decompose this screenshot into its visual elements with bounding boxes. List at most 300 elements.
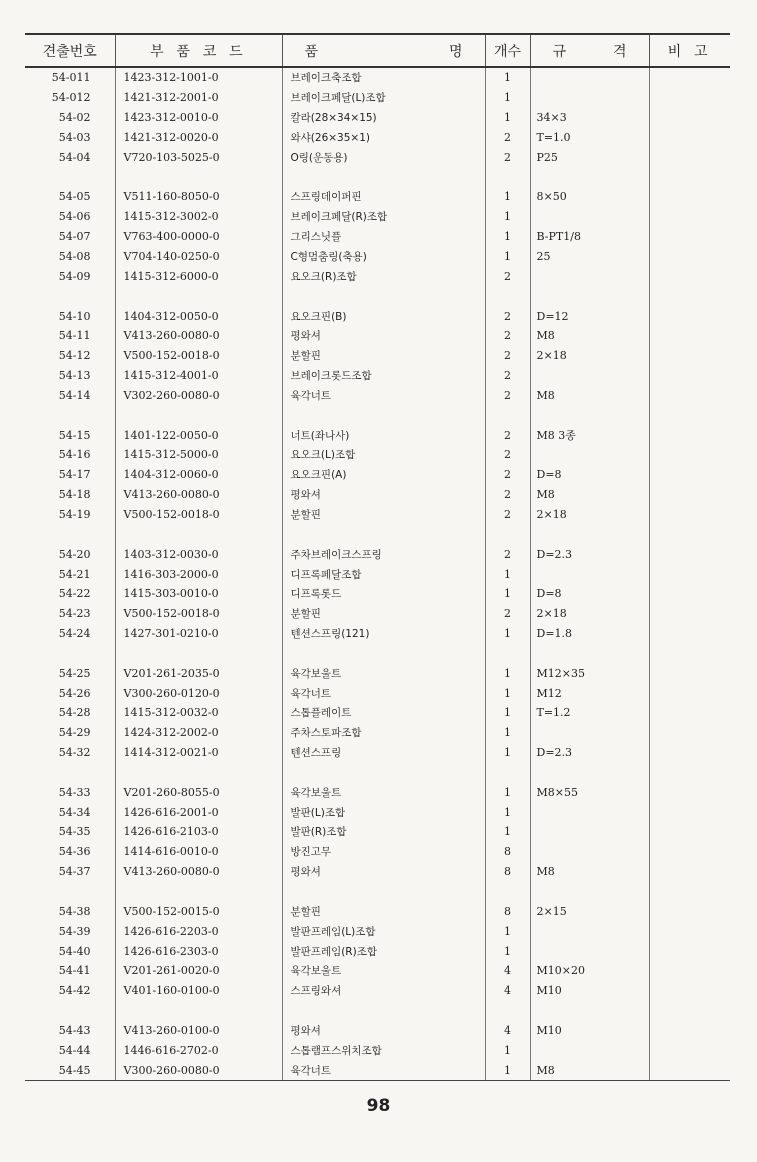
part-code-cell: 1415-303-0010-0 <box>115 584 282 604</box>
ref-no-cell: 54-21 <box>58 567 91 581</box>
spec-cell: M8 <box>530 1060 649 1080</box>
quantity-cell: 1 <box>485 663 530 683</box>
table-row <box>25 1021 730 1041</box>
header-part-name-a: 품 <box>304 43 319 60</box>
remarks-cell <box>649 266 730 286</box>
quantity-cell: 1 <box>485 584 530 604</box>
part-code-cell: 1404-312-0060-0 <box>115 465 282 485</box>
spec-cell: 34×3 <box>530 108 649 128</box>
part-name-cell: 텐션스프링(121) <box>282 624 485 644</box>
spec-cell: D=1.8 <box>530 624 649 644</box>
ref-no-cell: 54-44 <box>58 1043 91 1057</box>
quantity-cell: 2 <box>485 128 530 148</box>
part-name-cell: 너트(좌나사) <box>282 425 485 445</box>
quantity-cell: 1 <box>485 207 530 227</box>
remarks-cell <box>649 921 730 941</box>
remarks-cell <box>649 425 730 445</box>
quantity-cell <box>485 763 530 783</box>
spec-cell: 2×18 <box>530 505 649 525</box>
ref-no-cell: 54-012 <box>51 91 91 105</box>
remarks-cell <box>649 901 730 921</box>
part-name-cell: 주차스토파조합 <box>282 723 485 743</box>
quantity-cell <box>485 167 530 187</box>
remarks-cell <box>649 405 730 425</box>
part-code-cell: 1416-303-2000-0 <box>115 564 282 584</box>
quantity-cell: 1 <box>485 723 530 743</box>
remarks-cell <box>649 306 730 326</box>
remarks-cell <box>649 544 730 564</box>
parts-table <box>25 33 730 1081</box>
table-row <box>25 604 730 624</box>
part-name-cell: 스톱램프스위치조합 <box>282 1040 485 1060</box>
quantity-cell: 1 <box>485 743 530 763</box>
spec-cell: M12 <box>530 683 649 703</box>
part-code-cell <box>115 167 282 187</box>
quantity-cell: 8 <box>485 862 530 882</box>
table-row <box>25 822 730 842</box>
spec-cell: M8 <box>530 326 649 346</box>
remarks-cell <box>649 862 730 882</box>
ref-no-cell: 54-09 <box>58 269 91 283</box>
part-name-cell: 브레이크페달(L)조합 <box>282 88 485 108</box>
ref-no-cell: 54-06 <box>58 210 91 224</box>
quantity-cell <box>485 1001 530 1021</box>
spec-cell: 2×18 <box>530 604 649 624</box>
quantity-cell: 1 <box>485 227 530 247</box>
quantity-cell: 4 <box>485 961 530 981</box>
quantity-cell: 2 <box>485 485 530 505</box>
header-ref-no: 견출번호 <box>25 34 115 67</box>
table-row <box>25 128 730 148</box>
remarks-cell <box>649 67 730 88</box>
quantity-cell: 1 <box>485 703 530 723</box>
remarks-cell <box>649 286 730 306</box>
part-name-cell <box>282 763 485 783</box>
table-row <box>25 386 730 406</box>
remarks-cell <box>649 961 730 981</box>
remarks-cell <box>649 882 730 902</box>
spec-cell: M8 <box>530 386 649 406</box>
part-name-cell: 디프록페달조합 <box>282 564 485 584</box>
header-part-name <box>282 34 485 67</box>
table-row <box>25 564 730 584</box>
part-name-cell: 칼라(28×34×15) <box>282 108 485 128</box>
spec-cell: M10 <box>530 981 649 1001</box>
part-name-cell <box>282 405 485 425</box>
ref-no-cell: 54-11 <box>58 329 91 343</box>
table-row <box>25 247 730 267</box>
part-name-cell <box>282 167 485 187</box>
ref-no-cell: 54-25 <box>58 666 91 680</box>
header-spec-b: 격 <box>612 43 627 60</box>
spec-cell <box>530 802 649 822</box>
spec-cell <box>530 167 649 187</box>
spec-cell: D=12 <box>530 306 649 326</box>
remarks-cell <box>649 564 730 584</box>
remarks-cell <box>649 247 730 267</box>
quantity-cell: 1 <box>485 88 530 108</box>
part-name-cell: 분할핀 <box>282 604 485 624</box>
header-quantity: 개수 <box>485 34 530 67</box>
part-name-cell: O링(운동용) <box>282 147 485 167</box>
part-name-cell: 발판(R)조합 <box>282 822 485 842</box>
header-part-name-b: 명 <box>448 43 463 60</box>
table-row <box>25 842 730 862</box>
ref-no-cell: 54-35 <box>58 825 91 839</box>
ref-no-cell: 54-39 <box>58 924 91 938</box>
quantity-cell: 4 <box>485 981 530 1001</box>
spec-cell: D=8 <box>530 584 649 604</box>
ref-no-cell: 54-17 <box>58 468 91 482</box>
quantity-cell: 2 <box>485 505 530 525</box>
table-row <box>25 1040 730 1060</box>
quantity-cell: 2 <box>485 147 530 167</box>
quantity-cell: 1 <box>485 1060 530 1080</box>
spec-cell: M10×20 <box>530 961 649 981</box>
part-code-cell: 1415-312-5000-0 <box>115 445 282 465</box>
ref-no-cell: 54-33 <box>58 785 91 799</box>
part-name-cell: 평와셔 <box>282 1021 485 1041</box>
remarks-cell <box>649 1021 730 1041</box>
table-row <box>25 207 730 227</box>
part-code-cell: V300-260-0080-0 <box>115 1060 282 1080</box>
part-code-cell <box>115 286 282 306</box>
remarks-cell <box>649 167 730 187</box>
spec-cell: T=1.0 <box>530 128 649 148</box>
part-code-cell: 1423-312-0010-0 <box>115 108 282 128</box>
spec-cell: D=2.3 <box>530 743 649 763</box>
ref-no-cell: 54-23 <box>58 607 91 621</box>
part-name-cell: 방진고무 <box>282 842 485 862</box>
part-code-cell: 1414-312-0021-0 <box>115 743 282 763</box>
table-row <box>25 505 730 525</box>
table-row <box>25 544 730 564</box>
quantity-cell: 1 <box>485 67 530 88</box>
ref-no-cell: 54-19 <box>58 507 91 521</box>
part-name-cell: 스프링와셔 <box>282 981 485 1001</box>
quantity-cell: 2 <box>485 604 530 624</box>
table-row <box>25 147 730 167</box>
quantity-cell: 2 <box>485 266 530 286</box>
part-code-cell <box>115 643 282 663</box>
part-name-cell: 스톱플레이트 <box>282 703 485 723</box>
part-code-cell <box>115 405 282 425</box>
spec-cell <box>530 941 649 961</box>
remarks-cell <box>649 703 730 723</box>
header-spec-a: 규 <box>552 43 567 60</box>
part-code-cell: 1426-616-2103-0 <box>115 822 282 842</box>
spec-cell <box>530 723 649 743</box>
table-row <box>25 266 730 286</box>
quantity-cell: 1 <box>485 1040 530 1060</box>
part-name-cell <box>282 882 485 902</box>
ref-no-cell: 54-04 <box>58 150 91 164</box>
quantity-cell: 2 <box>485 544 530 564</box>
spec-cell: M8×55 <box>530 782 649 802</box>
quantity-cell: 1 <box>485 187 530 207</box>
remarks-cell <box>649 108 730 128</box>
table-row <box>25 366 730 386</box>
part-name-cell: 와샤(26×35×1) <box>282 128 485 148</box>
remarks-cell <box>649 763 730 783</box>
table-row <box>25 802 730 822</box>
part-name-cell: 분할핀 <box>282 346 485 366</box>
quantity-cell: 1 <box>485 941 530 961</box>
part-name-cell: C형멈춤링(축용) <box>282 247 485 267</box>
ref-no-cell: 54-32 <box>58 746 91 760</box>
ref-no-cell <box>25 643 115 663</box>
quantity-cell <box>485 405 530 425</box>
part-name-cell: 스프링데이퍼핀 <box>282 187 485 207</box>
table-row <box>25 782 730 802</box>
table-row <box>25 683 730 703</box>
part-name-cell: 브레이크페달(R)조합 <box>282 207 485 227</box>
remarks-cell <box>649 524 730 544</box>
table-row <box>25 1060 730 1080</box>
ref-no-cell: 54-13 <box>58 369 91 383</box>
table-row <box>25 187 730 207</box>
part-name-cell: 육각너트 <box>282 386 485 406</box>
part-code-cell: 1421-312-2001-0 <box>115 88 282 108</box>
spacer-row <box>25 286 730 306</box>
ref-no-cell: 54-03 <box>58 130 91 144</box>
part-code-cell: 1415-312-6000-0 <box>115 266 282 286</box>
remarks-cell <box>649 802 730 822</box>
spec-cell <box>530 207 649 227</box>
header-spec <box>530 34 649 67</box>
spec-cell <box>530 67 649 88</box>
spacer-row <box>25 167 730 187</box>
spec-cell <box>530 921 649 941</box>
quantity-cell: 2 <box>485 306 530 326</box>
table-row <box>25 227 730 247</box>
quantity-cell: 1 <box>485 247 530 267</box>
ref-no-cell: 54-22 <box>58 587 91 601</box>
part-name-cell: 디프록롯드 <box>282 584 485 604</box>
part-code-cell: 1421-312-0020-0 <box>115 128 282 148</box>
table-row <box>25 703 730 723</box>
ref-no-cell: 54-08 <box>58 250 91 264</box>
table-row <box>25 306 730 326</box>
quantity-cell <box>485 286 530 306</box>
ref-no-cell <box>25 763 115 783</box>
ref-no-cell: 54-10 <box>58 309 91 323</box>
quantity-cell <box>485 882 530 902</box>
quantity-cell: 2 <box>485 445 530 465</box>
quantity-cell <box>485 524 530 544</box>
part-code-cell: 1415-312-3002-0 <box>115 207 282 227</box>
part-code-cell: V500-152-0018-0 <box>115 604 282 624</box>
part-code-cell: 1426-616-2303-0 <box>115 941 282 961</box>
remarks-cell <box>649 604 730 624</box>
remarks-cell <box>649 941 730 961</box>
ref-no-cell: 54-29 <box>58 726 91 740</box>
part-code-cell <box>115 882 282 902</box>
ref-no-cell: 54-37 <box>58 865 91 879</box>
table-row <box>25 425 730 445</box>
remarks-cell <box>649 842 730 862</box>
part-name-cell: 평와셔 <box>282 485 485 505</box>
table-row <box>25 961 730 981</box>
spec-cell: T=1.2 <box>530 703 649 723</box>
part-name-cell: 육각보울트 <box>282 961 485 981</box>
table-row <box>25 465 730 485</box>
part-name-cell: 요오크핀(A) <box>282 465 485 485</box>
ref-no-cell <box>25 405 115 425</box>
part-name-cell: 텐션스프링 <box>282 743 485 763</box>
remarks-cell <box>649 981 730 1001</box>
part-code-cell: 1427-301-0210-0 <box>115 624 282 644</box>
ref-no-cell: 54-36 <box>58 845 91 859</box>
part-name-cell: 육각너트 <box>282 683 485 703</box>
remarks-cell <box>649 326 730 346</box>
spec-cell <box>530 564 649 584</box>
ref-no-cell: 54-011 <box>51 71 91 85</box>
quantity-cell: 2 <box>485 346 530 366</box>
ref-no-cell <box>25 882 115 902</box>
quantity-cell: 8 <box>485 901 530 921</box>
table-row <box>25 901 730 921</box>
spec-cell <box>530 445 649 465</box>
spec-cell: D=2.3 <box>530 544 649 564</box>
spec-cell <box>530 763 649 783</box>
ref-no-cell: 54-12 <box>58 349 91 363</box>
remarks-cell <box>649 505 730 525</box>
part-code-cell: 1415-312-0032-0 <box>115 703 282 723</box>
part-name-cell: 분할핀 <box>282 505 485 525</box>
table-row <box>25 346 730 366</box>
part-code-cell: 1415-312-4001-0 <box>115 366 282 386</box>
spec-cell <box>530 643 649 663</box>
ref-no-cell: 54-34 <box>58 805 91 819</box>
spec-cell: M10 <box>530 1021 649 1041</box>
ref-no-cell: 54-14 <box>58 388 91 402</box>
spec-cell: M12×35 <box>530 663 649 683</box>
part-code-cell: 1403-312-0030-0 <box>115 544 282 564</box>
part-name-cell: 발판프레임(R)조합 <box>282 941 485 961</box>
remarks-cell <box>649 584 730 604</box>
table-row <box>25 88 730 108</box>
spec-cell <box>530 882 649 902</box>
part-name-cell: 요오크(L)조합 <box>282 445 485 465</box>
ref-no-cell: 54-41 <box>58 964 91 978</box>
remarks-cell <box>649 1040 730 1060</box>
table-header-row <box>25 34 730 67</box>
table-row <box>25 445 730 465</box>
spacer-row <box>25 643 730 663</box>
table-row <box>25 485 730 505</box>
part-code-cell: V201-260-8055-0 <box>115 782 282 802</box>
remarks-cell <box>649 346 730 366</box>
quantity-cell: 8 <box>485 842 530 862</box>
spacer-row <box>25 882 730 902</box>
ref-no-cell <box>25 286 115 306</box>
quantity-cell: 1 <box>485 782 530 802</box>
quantity-cell: 1 <box>485 564 530 584</box>
table-row <box>25 941 730 961</box>
remarks-cell <box>649 207 730 227</box>
remarks-cell <box>649 822 730 842</box>
part-code-cell: 1404-312-0050-0 <box>115 306 282 326</box>
spec-cell: 25 <box>530 247 649 267</box>
part-code-cell: V302-260-0080-0 <box>115 386 282 406</box>
remarks-cell <box>649 88 730 108</box>
remarks-cell <box>649 227 730 247</box>
ref-no-cell <box>25 167 115 187</box>
remarks-cell <box>649 366 730 386</box>
remarks-cell <box>649 386 730 406</box>
quantity-cell: 2 <box>485 326 530 346</box>
table-row <box>25 743 730 763</box>
ref-no-cell: 54-38 <box>58 904 91 918</box>
quantity-cell: 2 <box>485 465 530 485</box>
part-name-cell <box>282 524 485 544</box>
remarks-cell <box>649 445 730 465</box>
ref-no-cell: 54-43 <box>58 1023 91 1037</box>
part-name-cell <box>282 286 485 306</box>
remarks-cell <box>649 723 730 743</box>
part-code-cell: V413-260-0080-0 <box>115 862 282 882</box>
remarks-cell <box>649 683 730 703</box>
part-code-cell: V413-260-0100-0 <box>115 1021 282 1041</box>
part-name-cell: 발판프레임(L)조합 <box>282 921 485 941</box>
header-remarks: 비 고 <box>649 34 730 67</box>
quantity-cell: 2 <box>485 386 530 406</box>
part-name-cell: 브레이크축조합 <box>282 67 485 88</box>
spec-cell: M8 <box>530 862 649 882</box>
part-name-cell: 육각보울트 <box>282 663 485 683</box>
part-code-cell: V511-160-8050-0 <box>115 187 282 207</box>
quantity-cell: 4 <box>485 1021 530 1041</box>
quantity-cell: 1 <box>485 802 530 822</box>
table-row <box>25 584 730 604</box>
ref-no-cell: 54-05 <box>58 190 91 204</box>
spec-cell <box>530 88 649 108</box>
table-row <box>25 862 730 882</box>
remarks-cell <box>649 187 730 207</box>
part-name-cell: 주차브레이크스프링 <box>282 544 485 564</box>
part-code-cell: V704-140-0250-0 <box>115 247 282 267</box>
header-part-code: 부 품 코 드 <box>115 34 282 67</box>
part-code-cell: V413-260-0080-0 <box>115 485 282 505</box>
remarks-cell <box>649 1060 730 1080</box>
remarks-cell <box>649 147 730 167</box>
remarks-cell <box>649 1001 730 1021</box>
remarks-cell <box>649 485 730 505</box>
quantity-cell: 2 <box>485 425 530 445</box>
ref-no-cell: 54-07 <box>58 230 91 244</box>
remarks-cell <box>649 782 730 802</box>
table-row <box>25 326 730 346</box>
spacer-row <box>25 524 730 544</box>
spacer-row <box>25 763 730 783</box>
table-body <box>25 67 730 1081</box>
quantity-cell: 1 <box>485 683 530 703</box>
spec-cell: P25 <box>530 147 649 167</box>
spec-cell <box>530 842 649 862</box>
ref-no-cell: 54-40 <box>58 944 91 958</box>
part-code-cell: V763-400-0000-0 <box>115 227 282 247</box>
spec-cell: M8 3종 <box>530 425 649 445</box>
spec-cell: 2×18 <box>530 346 649 366</box>
ref-no-cell: 54-16 <box>58 448 91 462</box>
remarks-cell <box>649 643 730 663</box>
spec-cell: 2×15 <box>530 901 649 921</box>
ref-no-cell <box>25 1001 115 1021</box>
part-name-cell: 요오크핀(B) <box>282 306 485 326</box>
ref-no-cell: 54-28 <box>58 706 91 720</box>
part-code-cell: V720-103-5025-0 <box>115 147 282 167</box>
